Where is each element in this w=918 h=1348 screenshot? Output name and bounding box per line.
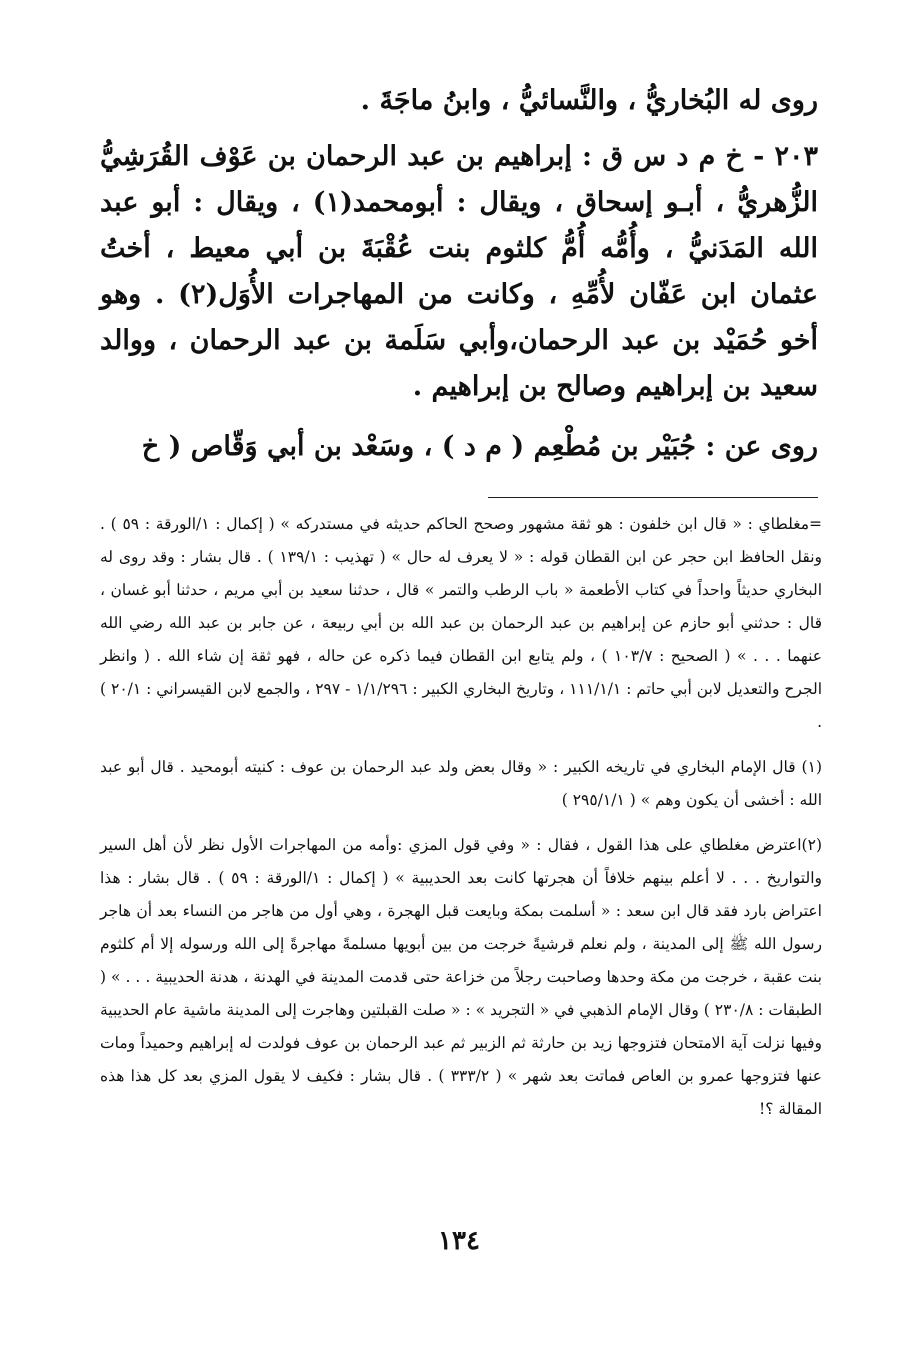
footnote-1: (١) قال الإمام البخاري في تاريخه الكبير : « وقال بعض ولد عبد الرحمان بن عوف : كنيته أبومحيد . قال أبو عبد الله : أخشى أن يكون وهم » ( ٢٩٥/١/١ ) [100, 758, 822, 809]
footnote-continued: =مغلطاي : « قال ابن خلفون : هو ثقة مشهور وصحح الحاكم حديثه في مستدركه » ( إكمال : ١/الورقة : ٥٩ ) . ونقل الحافظ ابن حجر عن ابن القطان قوله : « لا يعرف له حال » ( تهذيب : ١٣٩/١ ) . قال بشار : وقد روى له البخاري حديثاً واحداً في كتاب الأطعمة « باب الرطب والتمر » قال ، حدثنا سعيد بن أبي مريم ، حدثنا أبو غسان ، قال : حدثني أبو حازم عن إبراهيم بن عبد الرحمان بن عبد الله بن أبي ربيعة ، عن جابر بن عبد الله رضي الله عنهما . . . » ( الصحيح : ١٠٣/٧ ) ، ولم يتابع ابن القطان فيما ذكره عن حاله ، فهو ثقة إن شاء الله . ( وانظر الجرح والتعديل لابن أبي حاتم : ١١١/١/١ ، وتاريخ البخاري الكبير : ١/١/٢٩٦ - ٢٩٧ ، والجمع لابن القيسراني : ٢٠/١ ) . [100, 515, 822, 731]
main-text [100, 78, 818, 470]
footnote-2: (٢)اعترض مغلطاي على هذا القول ، فقال : « وفي قول المزي :وأمه من المهاجرات الأول نظر لأن أهل السير والتواريخ . . . لا أعلم بينهم خلافاً أن هجرتها كانت بعد الحديبية » ( إكمال : ١/الورقة : ٥٩ ) . قال بشار : هذا اعتراض بارد فقد قال ابن سعد : « أسلمت بمكة وبايعت قبل الهجرة ، وهي أول من هاجر من النساء بعد أن هاجر رسول الله ﷺ إلى المدينة ، ولم نعلم قرشيةً خرجت من بين أبويها مسلمةً مهاجرةً إلى الله ورسوله إلا أم كلثوم بنت عقبة ، خرجت من مكة وحدها وصاحبت رجلاً من خزاعة حتى قدمت المدينة في الهدنة ، هدنة الحديبية . . . » ( الطبقات : ٢٣٠/٨ ) وقال الإمام الذهبي في « التجريد » : « صلت القبلتين وهاجرت إلى المدينة ماشية عام الحديبية وفيها نزلت آية الامتحان فتزوجها زيد بن حارثة ثم الزبير ثم عبد الرحمان بن عوف فولدت له إبراهيم وحميداً ومات عنها فتزوجها عمرو بن العاص فماتت بعد شهر » ( ٣٣٣/٢ ) . قال بشار : فكيف لا يقول المزي بعد كل هذا هذه المقالة ؟! [100, 836, 823, 1118]
narrated-from-line: روى عن : جُبَيْر بن مُطْعِم ( م د ) ، وسَعْد بن أبي وَقّاص ( خ [141, 431, 818, 462]
page-number: ١٣٤ [438, 1226, 480, 1256]
biography-entry-203: ٢٠٣ - خ م د س ق : إبراهيم بن عبد الرحمان بن عَوْف القُرَشِيُّ الزُّهريُّ ، أبـو إسحاق ، ويقال : أبومحمد(١) ، ويقال : أبو عبد الله المَدَنيُّ ، وأُمُّه أُمُّ كلثوم بنت عُقْبَةَ بن أبي معيط ، أختُ عثمان ابن عَفّان لأُمِّهِ ، وكانت من المهاجرات الأُوَل(٢) . وهو أخو حُمَيْد بن عبد الرحمان،وأبي سَلَمة بن عبد الرحمان ، ووالد سعيد بن إبراهيم وصالح بن إبراهيم . [100, 141, 819, 402]
footnote-divider [488, 497, 818, 498]
narration-line: روى له البُخاريُّ ، والنَّسائيُّ ، وابنُ ماجَةَ . [360, 85, 818, 116]
footnotes [100, 508, 822, 1126]
